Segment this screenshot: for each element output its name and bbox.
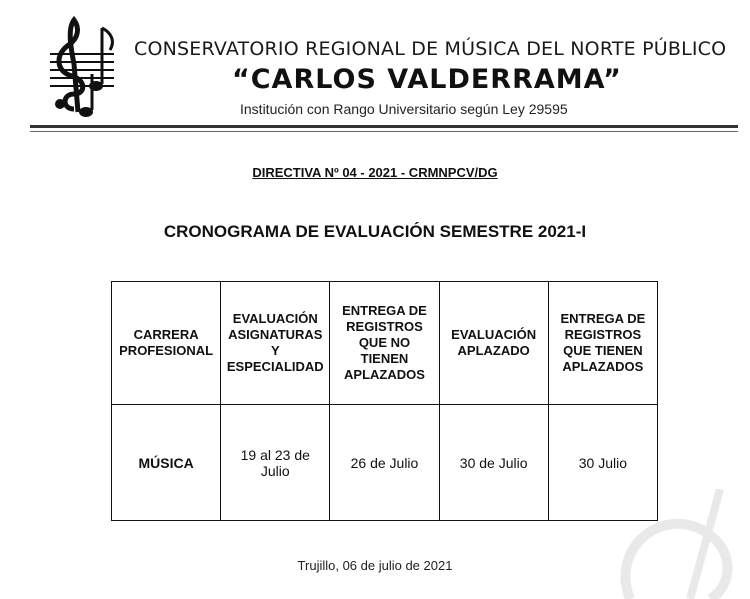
watermark-clef-icon	[570, 489, 750, 599]
evaluation-schedule-table	[111, 281, 658, 521]
place-date: Trujillo, 06 de julio de 2021	[297, 558, 453, 573]
header-rule-thin	[30, 131, 738, 132]
header-records-no-deferred: ENTREGA DE REGISTROS QUE NO TIENEN APLAZADOS	[330, 282, 439, 405]
institution-name: CONSERVATORIO REGIONAL DE MÚSICA DEL NORTE PÚBLICO	[134, 38, 727, 60]
document-title: CRONOGRAMA DE EVALUACIÓN SEMESTRE 2021-I	[163, 222, 587, 241]
header-records-deferred: ENTREGA DE REGISTROS QUE TIENEN APLAZADOS	[548, 282, 657, 405]
institution-subtitle: Institución con Rango Universitario según Ley 29595	[240, 101, 568, 117]
institution-title: “CARLOS VALDERRAMA”	[232, 64, 622, 95]
treble-clef-logo	[44, 14, 124, 120]
directive-number	[0, 165, 750, 180]
header-career: CARRERA PROFESIONAL	[112, 282, 221, 405]
cell-evaluation-date: 19 al 23 de Julio	[221, 405, 330, 521]
directive-text: DIRECTIVA Nº 04 - 2021 - CRMNPCV/DG	[252, 165, 498, 180]
header-rule-thick	[30, 125, 738, 128]
header-evaluation: EVALUACIÓN ASIGNATURAS Y ESPECIALIDAD	[221, 282, 330, 405]
table-header-row	[112, 282, 658, 405]
cell-records-no-deferred-date: 26 de Julio	[330, 405, 439, 521]
cell-records-deferred-date: 30 Julio	[548, 405, 657, 521]
cell-deferred-evaluation-date: 30 de Julio	[439, 405, 548, 521]
header-deferred-evaluation: EVALUACIÓN APLAZADO	[439, 282, 548, 405]
cell-career: MÚSICA	[112, 405, 221, 521]
